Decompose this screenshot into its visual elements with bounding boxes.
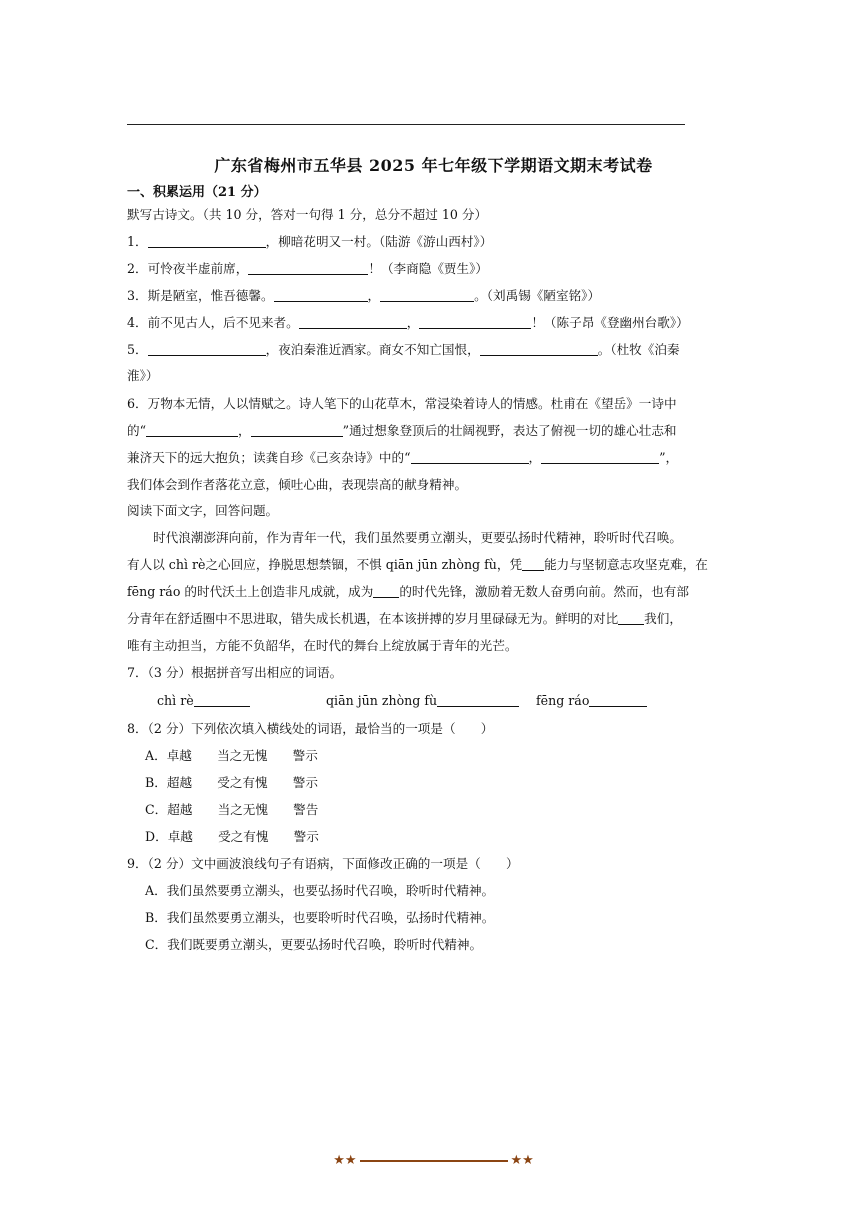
pinyin-item xyxy=(326,692,519,710)
question-text: ”， xyxy=(659,450,679,465)
answer-blank[interactable] xyxy=(411,450,529,464)
question-text: 的“ xyxy=(127,423,147,438)
question-text: ， xyxy=(406,315,420,330)
option-c[interactable]: C．我们既要勇立潮头，更要弘扬时代召唤，聆听时代精神。 xyxy=(145,937,483,952)
passage-line xyxy=(127,610,682,628)
question-number: 1． xyxy=(127,234,148,249)
header-rule xyxy=(127,124,685,125)
answer-blank[interactable] xyxy=(194,693,250,707)
question-9: 9．（2 分）文中画波浪线句子有语病，下面修改正确的一项是（ ） xyxy=(127,856,519,871)
question-6-line: 我们体会到作者落花立意，倾吐心曲，表现崇高的献身精神。 xyxy=(127,477,468,492)
passage-blank xyxy=(618,611,644,625)
footer-ornament xyxy=(0,1150,867,1170)
question-text: 淮》） xyxy=(127,368,159,383)
question-text: ，夜泊秦淮近酒家。商女不知亡国恨， xyxy=(265,342,480,357)
exam-title: 广东省梅州市五华县 2025 年七年级下学期语文期末考试卷 xyxy=(214,156,653,175)
option-b[interactable]: B．超越 受之有愧 警示 xyxy=(145,775,318,790)
option-d[interactable]: D．卓越 受之有愧 警示 xyxy=(145,829,319,844)
question-text: ， xyxy=(528,450,542,465)
option-b[interactable]: B．我们虽然要勇立潮头，也要聆听时代召唤，弘扬时代精神。 xyxy=(145,910,495,925)
question-5 xyxy=(127,341,680,359)
passage-line xyxy=(127,583,689,601)
passage-text: 我们， xyxy=(644,611,682,626)
passage-line: 时代浪潮澎湃向前，作为青年一代，我们虽然要勇立潮头，更要弘扬时代精神，聆听时代召唤。 xyxy=(153,530,682,545)
passage-text: 有人以 chì rè之心回应，挣脱思想禁锢，不惧 qiān jūn zhòng fù，凭 xyxy=(127,557,523,572)
question-6-line: 6．万物本无情，人以情赋之。诗人笔下的山花草木，常浸染着诗人的情感。杜甫在《望岳》一诗中 xyxy=(127,396,677,411)
question-2 xyxy=(127,260,488,278)
option-a[interactable]: A．我们虽然要勇立潮头，也要弘扬时代召唤，聆听时代精神。 xyxy=(145,883,495,898)
question-text: ， xyxy=(367,288,381,303)
reading-instruction: 阅读下面文字，回答问题。 xyxy=(127,503,279,518)
answer-blank[interactable] xyxy=(248,261,368,275)
question-4 xyxy=(127,314,689,332)
question-text: 4．前不见古人，后不见来者。 xyxy=(127,315,299,330)
answer-blank[interactable] xyxy=(380,288,474,302)
question-text: 。（刘禹锡《陋室铭》） xyxy=(474,288,601,303)
instruction-text: 默写古诗文。（共 10 分，答对一句得 1 分，总分不超过 10 分） xyxy=(127,207,488,222)
passage-blank xyxy=(522,557,544,571)
passage-text: fēng ráo 的时代沃土上创造非凡成就，成为 xyxy=(127,584,374,599)
answer-blank[interactable] xyxy=(148,234,266,248)
answer-blank[interactable] xyxy=(251,423,343,437)
answer-blank[interactable] xyxy=(274,288,368,302)
pinyin-text: qiān jūn zhòng fù xyxy=(326,693,438,708)
question-text: 3．斯是陋室，惟吾德馨。 xyxy=(127,288,274,303)
pinyin-text: fēng ráo xyxy=(536,693,590,708)
passage-text: 能力与坚韧意志攻坚克难，在 xyxy=(544,557,708,572)
question-1 xyxy=(127,233,492,251)
footer-divider xyxy=(360,1160,508,1162)
passage-line xyxy=(127,556,708,574)
question-text: ！（陈子昂《登幽州台歌》） xyxy=(531,315,689,330)
answer-blank[interactable] xyxy=(299,315,407,329)
pinyin-text: chì rè xyxy=(157,693,194,708)
passage-blank xyxy=(373,584,399,598)
pinyin-item xyxy=(536,692,647,710)
answer-blank[interactable] xyxy=(148,342,266,356)
question-text: ”通过想象登顶后的壮阔视野，表达了俯视一切的雄心壮志和 xyxy=(342,423,677,438)
passage-line: 唯有主动担当，方能不负韶华，在时代的舞台上绽放属于青年的光芒。 xyxy=(127,638,518,653)
question-7: 7．（3 分）根据拼音写出相应的词语。 xyxy=(127,665,343,680)
star-icon: ★★ xyxy=(333,1153,357,1168)
question-6-line xyxy=(127,422,677,440)
question-text: 。（杜牧《泊秦 xyxy=(597,342,680,357)
passage-text: 分青年在舒适圈中不思进取，错失成长机遇，在本该拼搏的岁月里碌碌无为。鲜明的对比 xyxy=(127,611,619,626)
option-a[interactable]: A．卓越 当之无愧 警示 xyxy=(145,748,318,763)
question-3 xyxy=(127,287,600,305)
answer-blank[interactable] xyxy=(437,693,519,707)
answer-blank[interactable] xyxy=(541,450,659,464)
question-6-line xyxy=(127,449,678,467)
answer-blank[interactable] xyxy=(146,423,238,437)
passage-text: 的时代先锋，激励着无数人奋勇向前。然而，也有部 xyxy=(399,584,689,599)
question-text: 兼济天下的远大抱负；读龚自珍《己亥杂诗》中的“ xyxy=(127,450,411,465)
option-c[interactable]: C．超越 当之无愧 警告 xyxy=(145,802,319,817)
question-text: ， xyxy=(238,423,251,438)
question-text: ，柳暗花明又一村。（陆游《游山西村》） xyxy=(265,234,493,249)
pinyin-item xyxy=(157,692,250,710)
section-heading: 一、积累运用（21 分） xyxy=(127,185,267,200)
question-8: 8．（2 分）下列依次填入横线处的词语，最恰当的一项是（ ） xyxy=(127,721,494,736)
question-number: 5． xyxy=(127,342,148,357)
answer-blank[interactable] xyxy=(589,693,647,707)
question-text: 2．可怜夜半虚前席， xyxy=(127,261,249,276)
answer-blank[interactable] xyxy=(419,315,531,329)
question-text: ！（李商隐《贾生》） xyxy=(368,261,488,276)
star-icon: ★★ xyxy=(510,1153,534,1168)
answer-blank[interactable] xyxy=(480,342,598,356)
